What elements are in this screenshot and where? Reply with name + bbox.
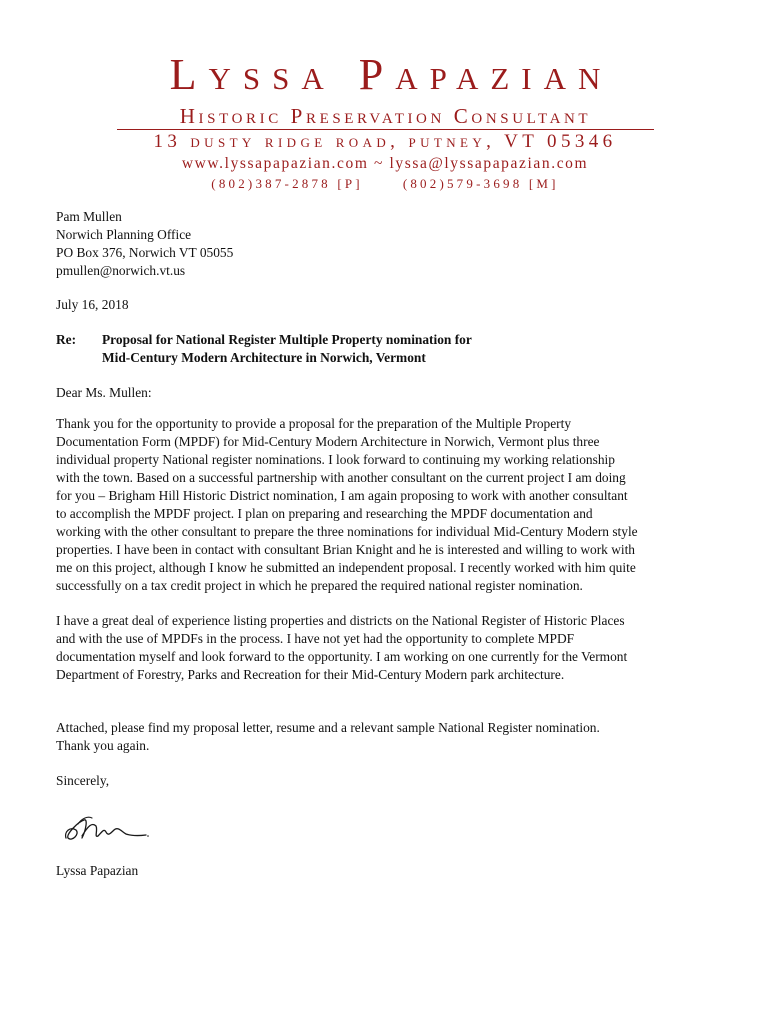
letterhead-website: www.lyssapapazian.com [181, 155, 369, 172]
letter-date: July 16, 2018 [56, 297, 129, 312]
salutation: Dear Ms. Mullen: [56, 385, 152, 400]
letterhead-title: Historic Preservation Consultant [117, 104, 654, 130]
paragraph-line: working with the other consultant to prepare the three nominations for individual Mid-Century Modern style [56, 524, 638, 539]
subject-line-1: Proposal for National Register Multiple Property nomination for [102, 332, 472, 347]
letterhead-phone-mobile: (802)579-3698 [M] [402, 176, 559, 191]
closing-note [56, 719, 726, 755]
letterhead-separator: ~ [373, 155, 384, 172]
signer-name: Lyssa Papazian [56, 863, 139, 878]
letterhead-email: lyssa@lyssapapazian.com [389, 155, 589, 172]
closing-note-line: Thank you again. [56, 738, 150, 753]
paragraph-line: successfully on a tax credit project in which he prepared the required national register nomination. [56, 578, 583, 593]
paragraph-line: for you – Brigham Hill Historic District nomination, I am again proposing to work with another consultant [56, 488, 628, 503]
subject-label: Re: [56, 332, 77, 347]
letterhead-address: 13 dusty ridge road, putney, VT 05346 [153, 131, 617, 152]
body-paragraph-2 [56, 612, 726, 684]
recipient-name: Pam Mullen [56, 209, 122, 224]
paragraph-line: to accomplish the MPDF project. I plan on preparing and researching the MPDF documentation and [56, 506, 593, 521]
paragraph-line: me on this project, although I know he submitted an independent proposal. I recently worked with him quite [56, 560, 636, 575]
paragraph-line: with the town. Based on a successful partnership with another consultant on the current project I am doing [56, 470, 626, 485]
letterhead-phones [0, 175, 770, 193]
signature-icon [58, 808, 154, 848]
paragraph-line: and with the use of MPDFs in the process. I have not yet had the opportunity to complete MPDF [56, 631, 575, 646]
paragraph-line: individual property National register nominations. I look forward to continuing my working relationship [56, 452, 615, 467]
closing-note-line: Attached, please find my proposal letter, resume and a relevant sample National Register nomination. [56, 720, 600, 735]
valediction: Sincerely, [56, 773, 110, 788]
letterhead-name: Lyssa Papazian [169, 50, 613, 99]
subject-line-2: Mid-Century Modern Architecture in Norwich, Vermont [102, 350, 426, 365]
paragraph-line: I have a great deal of experience listing properties and districts on the National Register of Historic Places [56, 613, 625, 628]
subject-text [102, 331, 702, 367]
paragraph-line: documentation myself and look forward to the opportunity. I am working on one currently for the Vermont [56, 649, 628, 664]
recipient-block [56, 208, 726, 280]
recipient-email: pmullen@norwich.vt.us [56, 263, 186, 278]
letterhead-contact [0, 154, 770, 174]
recipient-office: Norwich Planning Office [56, 227, 192, 242]
letterhead-phone-primary: (802)387-2878 [P] [211, 176, 363, 191]
paragraph-line: Thank you for the opportunity to provide a proposal for the preparation of the Multiple Property [56, 416, 572, 431]
recipient-address: PO Box 376, Norwich VT 05055 [56, 245, 234, 260]
paragraph-line: Documentation Form (MPDF) for Mid-Century Modern Architecture in Norwich, Vermont plus three [56, 434, 600, 449]
paragraph-line: properties. I have been in contact with consultant Brian Knight and he is interested and willing to work with [56, 542, 636, 557]
body-paragraph-1 [56, 415, 726, 595]
paragraph-line: Department of Forestry, Parks and Recreation for their Mid-Century Modern park architecture. [56, 667, 565, 682]
